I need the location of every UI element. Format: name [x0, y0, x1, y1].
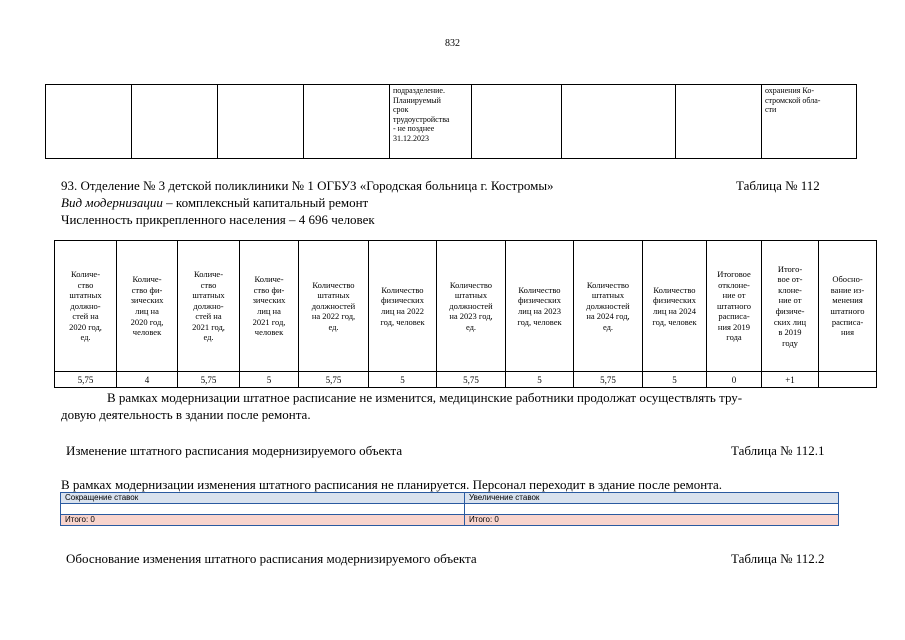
modernization-type-label: Вид модернизации [61, 195, 163, 210]
cell-line: подразделение. [393, 86, 445, 95]
continuation-cell [562, 85, 676, 159]
header-line: штатного [830, 306, 865, 316]
header-line: физиче- [775, 306, 805, 316]
header-line: ство [200, 279, 217, 290]
header-line: зических [130, 295, 164, 306]
header-line: лиц на [135, 306, 159, 316]
continuation-table [45, 84, 857, 159]
increase-total: Итого: 0 [465, 515, 839, 526]
staff-value-cell [819, 372, 877, 388]
cell-line: сти [765, 105, 777, 115]
header-line: лиц на 2023 [518, 306, 561, 316]
staff-column-header [55, 241, 117, 372]
continuation-cell [304, 85, 390, 159]
subtable-title: Изменение штатного расписания модернизируемого объекта [66, 443, 403, 458]
staff-column-header [643, 241, 707, 372]
header-line: Количество [381, 284, 424, 295]
page-number: 832 [445, 38, 460, 49]
header-line: зических [252, 295, 286, 306]
header-line: стей на [195, 311, 222, 322]
header-line: на 2023 год, [449, 311, 493, 322]
header-line: в 2019 [778, 327, 802, 338]
staff-change-table [60, 492, 839, 526]
header-line: ед. [465, 321, 477, 332]
header-line: должностей [449, 300, 493, 311]
header-line: ния 2019 [717, 321, 751, 332]
header-line: лиц на [257, 306, 281, 316]
staff-column-header [437, 241, 506, 372]
cell-line: трудоустройства [393, 114, 450, 124]
header-line: Количе- [132, 274, 162, 285]
staff-table [54, 240, 877, 388]
header-line: Количество [518, 284, 561, 295]
increase-empty-cell [465, 504, 839, 515]
section-title: 93. Отделение № 3 детской поликлиники № 1 ОГБУЗ «Городская больница г. Костромы» [61, 178, 554, 193]
paragraph-staff-unchanged [61, 389, 841, 423]
header-line: ство [77, 279, 94, 290]
population-line: Численность прикрепленного населения – 4 696 человек [61, 212, 375, 227]
staff-column-header [299, 241, 369, 372]
cell-line: стромской обла- [765, 95, 821, 105]
paragraph-line: довую деятельность в здании после ремонта. [61, 407, 311, 422]
increase-header: Увеличение ставок [465, 493, 839, 504]
header-line: стей на [72, 311, 99, 322]
staff-column-header [178, 241, 240, 372]
staff-column-header [574, 241, 643, 372]
header-line: ния [840, 327, 854, 338]
cell-line: Планируемый [393, 95, 441, 105]
reduction-header: Сокращение ставок [61, 493, 465, 504]
header-line: расписа- [718, 311, 750, 322]
staff-value-cell: 5,75 [299, 372, 369, 388]
header-line: ед. [80, 332, 91, 343]
modernization-type-value: – комплексный капитальный ремонт [162, 195, 369, 210]
staff-column-header [117, 241, 178, 372]
paragraph-line: В рамках модернизации штатное расписание не изменится, медицинские работники продолжат осуществлять тру- [107, 390, 743, 405]
header-line: Количество [312, 279, 355, 290]
header-line: ед. [602, 321, 614, 332]
header-line: штатного [717, 300, 751, 311]
continuation-cell [132, 85, 218, 159]
header-line: года [726, 332, 742, 343]
staff-column-header [819, 241, 877, 372]
subtable-label: Таблица № 112.2 [731, 551, 825, 566]
header-line: Количе- [70, 268, 101, 279]
continuation-cell [218, 85, 304, 159]
header-line: лиц на 2024 [653, 306, 696, 316]
header-line: год, человек [517, 316, 562, 327]
header-line: ство фи- [131, 284, 163, 295]
header-line: должностей [311, 300, 356, 311]
cell-line: - не позднее [393, 124, 435, 134]
header-line: лиц на 2022 [381, 306, 424, 316]
staff-column-header [506, 241, 574, 372]
staff-column-header [369, 241, 437, 372]
header-line: Обосно- [832, 274, 863, 285]
header-line: Количе- [254, 274, 284, 285]
reduction-total: Итого: 0 [61, 515, 465, 526]
header-line: ние от [722, 290, 746, 301]
header-line: физических [653, 295, 696, 306]
header-line: расписа- [831, 316, 864, 327]
staff-value-cell: 5,75 [574, 372, 643, 388]
reduction-empty-cell [61, 504, 465, 515]
staff-value-cell: 5 [240, 372, 299, 388]
continuation-cell [472, 85, 562, 159]
header-line: Количество [653, 284, 696, 295]
staff-table-value-row [55, 372, 877, 388]
header-line: на 2022 год, [311, 311, 356, 322]
staff-column-header [762, 241, 819, 372]
header-line: ед. [328, 321, 339, 332]
header-line: штатных [69, 290, 102, 301]
header-line: Количе- [193, 268, 224, 279]
header-line: Итого- [777, 263, 803, 274]
header-line: ние от [778, 295, 802, 306]
header-line: Итоговое [717, 268, 751, 279]
header-line: ед. [203, 332, 214, 343]
staff-value-cell: 5,75 [437, 372, 506, 388]
header-line: году [782, 337, 798, 348]
staff-value-cell: 5 [643, 372, 707, 388]
header-line: физических [381, 295, 424, 306]
header-line: 2020 год, [130, 316, 164, 327]
staff-value-cell: 4 [117, 372, 178, 388]
subtable-label: Таблица № 112.1 [731, 443, 825, 458]
staff-value-cell: 5,75 [178, 372, 240, 388]
modernization-type [61, 195, 368, 210]
header-line: Количество [449, 279, 493, 290]
header-line: должно- [193, 300, 224, 311]
header-line: должно- [70, 300, 101, 311]
staff-value-cell: 5,75 [55, 372, 117, 388]
header-line: человек [254, 327, 284, 338]
header-line: 2021 год, [192, 321, 225, 332]
header-line: ских лиц [773, 316, 807, 327]
header-line: клоне- [778, 284, 802, 295]
staff-column-header [240, 241, 299, 372]
staff-value-cell: +1 [762, 372, 819, 388]
header-line: штатных [192, 290, 225, 301]
staff-column-header [707, 241, 762, 372]
header-line: год, человек [652, 316, 697, 327]
paragraph-no-change: В рамках модернизации изменения штатного расписания не планируется. Персонал переходит в здание после ремонта. [61, 477, 723, 492]
header-line: менения [832, 295, 863, 306]
header-line: вое от- [777, 274, 803, 285]
header-line: штатных [454, 290, 488, 301]
continuation-cell [676, 85, 762, 159]
header-line: физических [518, 295, 561, 306]
header-line: 2021 год, [252, 316, 286, 327]
header-line: Количество [586, 279, 630, 290]
subtable-title: Обоснование изменения штатного расписания модернизируемого объекта [66, 551, 477, 566]
header-line: ство фи- [253, 284, 285, 295]
staff-table-header-row [55, 241, 877, 372]
header-line: должностей [586, 300, 630, 311]
header-line: 2020 год, [69, 321, 102, 332]
continuation-cell-region [762, 85, 857, 159]
header-line: на 2024 год, [586, 311, 630, 322]
header-line: год, человек [380, 316, 425, 327]
cell-line: 31.12.2023 [393, 133, 429, 143]
cell-line: охранения Ко- [765, 86, 815, 95]
header-line: человек [132, 327, 162, 338]
staff-value-cell: 5 [369, 372, 437, 388]
continuation-cell-employment-term [390, 85, 472, 159]
header-line: штатных [317, 290, 350, 301]
continuation-cell [46, 85, 132, 159]
header-line: вание из- [830, 284, 865, 295]
header-line: штатных [591, 290, 625, 301]
header-line: отклоне- [718, 279, 750, 290]
staff-value-cell: 0 [707, 372, 762, 388]
staff-value-cell: 5 [506, 372, 574, 388]
cell-line: срок [393, 105, 409, 115]
table-label: Таблица № 112 [736, 178, 820, 193]
